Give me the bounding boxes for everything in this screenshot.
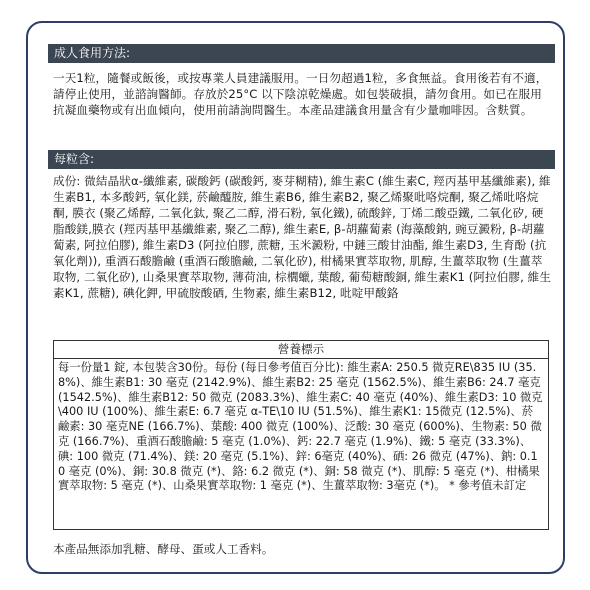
nutrition-table (53, 340, 549, 530)
footer-note: 本產品無添加乳糖、酵母、蛋或人工香料。 (53, 542, 274, 556)
ingredients-text: 成份: 微結晶狀α-纖維素, 碳酸鈣 (碳酸鈣, 麥芽糊精), 維生素C (維生素C, 羥丙基甲基纖維素), 維生素B1, 本多酸鈣, 氧化鎂, 菸鹼醯胺, 維生素B6, 維生素B2, 聚乙烯聚吡咯烷酮, 聚乙烯吡咯烷酮, 膜衣 (聚乙烯醇, 二氧化鈦, 聚乙二醇, 滑石粉, 氧化鐵), 硫酸鋅, 丁烯二酸亞鐵, 二氧化矽, 硬脂酸鎂,膜衣 (羥丙基甲基纖維素, 聚乙二醇), 維生素E, β-胡蘿蔔素 (海藻酸鈉, 豌豆澱粉, β-胡蘿蔔素, 阿拉伯膠), 維生素D3 (阿拉伯膠, 蔗糖, 玉米澱粉, 中鏈三酸甘油酯, 維生素D3, 生育酚 (抗氧化劑)), 重酒石酸膽鹼 (重酒石酸膽鹼, 二氧化矽), 柑橘果實萃取物, 肌醇, 生薑萃取物 (生薑萃取物, 二氧化矽), 山桑果實萃取物, 薄荷油, 棕櫚蠟, 葉酸, 葡萄糖酸銅, 維生素K1 (阿拉伯膠, 維生素K1, 蔗糖), 碘化鉀, 甲硫胺酸硒, 生物素, 維生素B12, 吡啶甲酸鉻 (53, 174, 552, 300)
dosage-text: 一天1粒，隨餐或飯後，或按專業人員建議服用。一日勿超過1粒，多食無益。食用後若有不適，請停止使用，並諮詢醫師。存放於25°C 以下陰涼乾燥處。如包裝破損，請勿食用。如已在服用抗凝血藥物或有出血傾向，使用前請詢問醫生。本產品建議食用量含有少量咖啡因。含麩質。 (53, 71, 548, 117)
nutrition-text: 每一份量1 錠, 本包裝含30份。每份 (每日參考值百分比): 維生素A: 250.5 微克RE\835 IU (35.8%)、維生素B1: 30 毫克 (2142.9%)、維生素B2: 25 毫克 (1562.5%)、維生素B6: 24.7 毫克 (1542.5%)、維生素B12: 50 微克 (2083.3%)、維生素C: 40 毫克 (40%)、維生素D3: 10 微克\400 IU (100%)、維生素E: 6.7 毫克 α-TE\10 IU (51.5%)、維生素K1: 15微克 (12.5%)、菸鹼素: 30 毫克NE (166.7%)、葉酸: 400 微克 (100%)、泛酸: 30 毫克 (600%)、生物素: 50 微克 (166.7%)、重酒石酸膽鹼: 5 毫克 (1.0%)、鈣: 22.7 毫克 (1.9%)、鐵: 5 毫克 (33.3%)、碘: 100 微克 (71.4%)、鎂: 20 毫克 (5.1%)、鋅: 6毫克 (40%)、硒: 26 微克 (47%)、鈉: 0.10 毫克 (0%)、銅: 30.8 微克 (*)、鉻: 6.2 微克 (*)、銅: 58 微克 (*)、肌醇: 5 毫克 (*)、柑橘果實萃取物: 5 毫克 (*)、山桑果實萃取物: 1 毫克 (*)、生薑萃取物: 3毫克 (*)。 * 參考值未訂定 (58, 361, 543, 493)
dosage-header: 成人食用方法: (48, 44, 555, 63)
nutrition-title: 營養標示 (54, 341, 548, 359)
ingredients-header: 每粒含: (48, 150, 555, 169)
